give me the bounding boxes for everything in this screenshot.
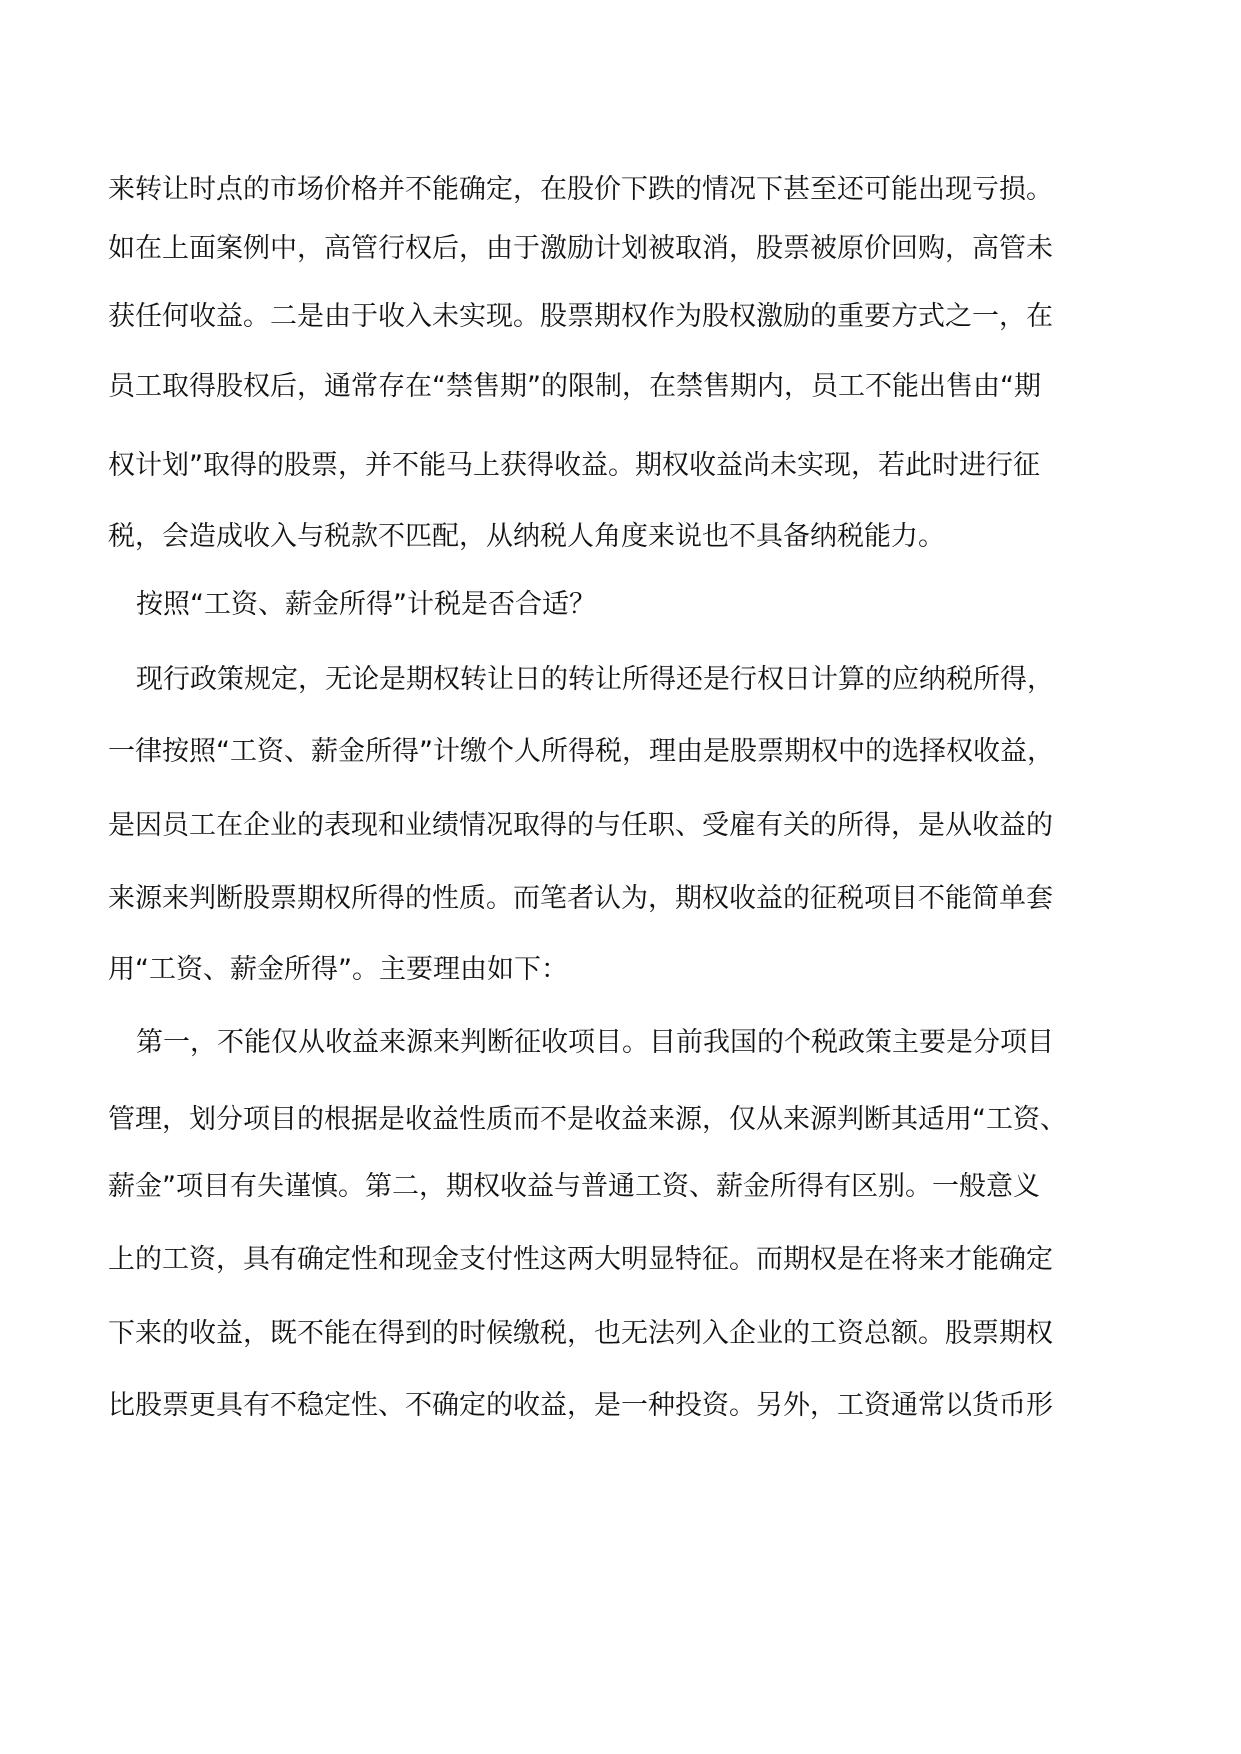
text-line: 薪金”项目有失谨慎。第二，期权收益与普通工资、薪金所得有区别。一般意义 — [108, 1171, 1040, 1202]
text-line: 第一，不能仅从收益来源来判断征收项目。目前我国的个税政策主要是分项目 — [136, 1027, 1054, 1058]
text-line: 用“工资、薪金所得”。主要理由如下： — [108, 954, 568, 985]
text-line: 上的工资，具有确定性和现金支付性这两大明显特征。而期权是在将来才能确定 — [108, 1244, 1053, 1275]
text-line: 管理，划分项目的根据是收益性质而不是收益来源，仅从来源判断其适用“工资、 — [108, 1104, 1067, 1135]
text-line: 比股票更具有不稳定性、不确定的收益，是一种投资。另外，工资通常以货币形 — [108, 1390, 1053, 1421]
text-line: 获任何收益。二是由于收入未实现。股票期权作为股权激励的重要方式之一，在 — [108, 301, 1053, 332]
text-line: 是因员工在企业的表现和业绩情况取得的与任职、受雇有关的所得，是从收益的 — [108, 810, 1053, 841]
text-line: 现行政策规定，无论是期权转让日的转让所得还是行权日计算的应纳税所得， — [136, 664, 1054, 695]
text-line: 一律按照“工资、薪金所得”计缴个人所得税，理由是股票期权中的选择权收益， — [108, 736, 1054, 767]
text-line: 下来的收益，既不能在得到的时候缴税，也无法列入企业的工资总额。股票期权 — [108, 1318, 1053, 1349]
text-line: 来转让时点的市场价格并不能确定，在股价下跌的情况下甚至还可能出现亏损。 — [108, 174, 1053, 205]
text-line: 员工取得股权后，通常存在“禁售期”的限制，在禁售期内，员工不能出售由“期 — [108, 371, 1041, 402]
section-heading: 按照“工资、薪金所得”计税是否合适？ — [136, 589, 596, 620]
text-line: 来源来判断股票期权所得的性质。而笔者认为，期权收益的征税项目不能简单套 — [108, 883, 1053, 914]
text-line: 权计划”取得的股票，并不能马上获得收益。期权收益尚未实现，若此时进行征 — [108, 450, 1040, 481]
text-line: 税，会造成收入与税款不匹配，从纳税人角度来说也不具备纳税能力。 — [108, 521, 945, 552]
text-line: 如在上面案例中，高管行权后，由于激励计划被取消，股票被原价回购，高管未 — [108, 233, 1053, 264]
